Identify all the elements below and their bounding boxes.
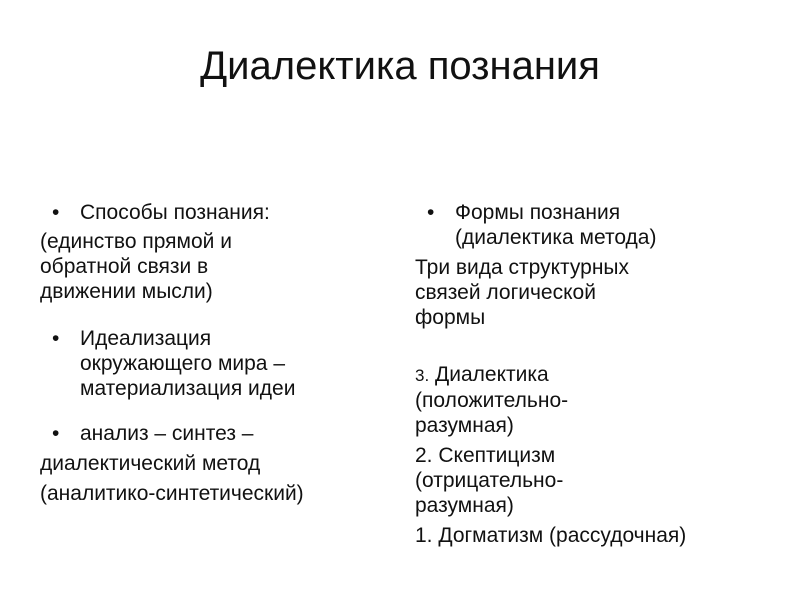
item-text: анализ – синтез – <box>80 422 254 445</box>
bullet-icon: • <box>52 422 60 445</box>
item-line: (единство прямой и <box>40 230 232 253</box>
item-line: Скептицизм <box>438 444 556 467</box>
item-line: Идеализация <box>80 327 212 350</box>
item-line: обратной связи в <box>40 255 209 278</box>
item-line: разумная) <box>415 494 514 517</box>
list-item-dialectics <box>415 362 765 438</box>
item-line: (диалектика метода) <box>455 226 657 249</box>
list-item-dialectical-method <box>40 451 400 476</box>
list-item-skepticism <box>415 443 765 518</box>
left-column <box>40 200 400 506</box>
item-number: 3. <box>415 366 430 385</box>
item-line: связей логической <box>415 281 596 304</box>
right-column <box>415 200 765 548</box>
bullet-icon: • <box>52 327 60 350</box>
list-item-dogmatism <box>415 523 765 548</box>
item-text: (аналитико-синтетический) <box>40 482 304 505</box>
bullet-icon: • <box>52 201 60 224</box>
item-number: 1. <box>415 524 433 547</box>
list-item-analytic-synthetic <box>40 481 400 506</box>
item-line: Формы познания <box>455 201 621 224</box>
item-line: Догматизм (рассудочная) <box>438 524 687 547</box>
item-line: формы <box>415 306 486 329</box>
list-item-unity <box>40 229 400 304</box>
list-item-analysis-synthesis <box>40 421 400 446</box>
item-number: 2. <box>415 444 433 467</box>
item-text: Способы познания: <box>80 201 270 224</box>
bullet-icon: • <box>427 201 435 224</box>
item-line: Диалектика <box>435 363 549 386</box>
list-item-three-types <box>415 255 765 330</box>
item-text: диалектический метод <box>40 452 261 475</box>
item-line: Три вида структурных <box>415 256 630 279</box>
slide-title: Диалектика познания <box>200 44 600 88</box>
item-line: (отрицательно- <box>415 469 564 492</box>
item-line: движении мысли) <box>40 280 213 303</box>
item-line: разумная) <box>415 414 514 437</box>
item-line: окружающего мира – <box>80 352 285 375</box>
list-item-methods <box>40 200 400 225</box>
item-line: (положительно- <box>415 389 569 412</box>
list-item-idealization <box>40 326 400 401</box>
item-line: материализация идеи <box>80 377 296 400</box>
list-item-forms <box>415 200 765 250</box>
